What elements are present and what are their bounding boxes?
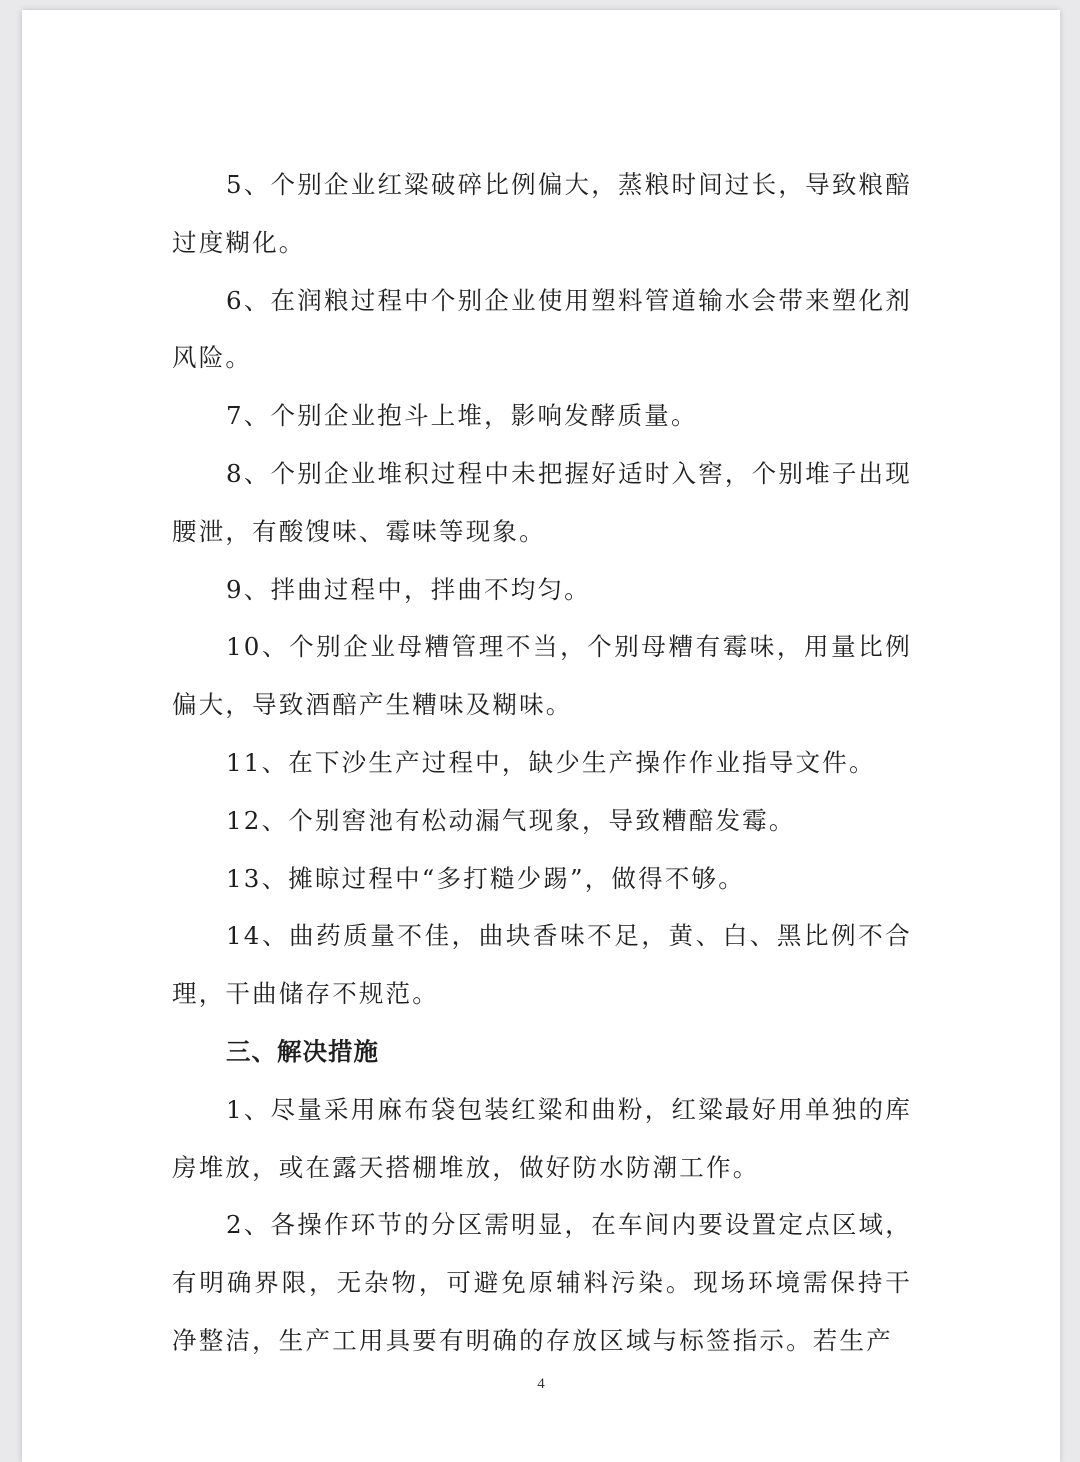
problem-item-6: 6、在润粮过程中个别企业使用塑料管道输水会带来塑化剂风险。 xyxy=(172,285,912,373)
problem-item-12: 12、个别窖池有松动漏气现象，导致糟醅发霉。 xyxy=(226,805,796,835)
document-body xyxy=(172,156,912,1370)
problem-item-5: 5、个别企业红粱破碎比例偏大，蒸粮时间过长，导致粮醅过度糊化。 xyxy=(172,170,912,257)
problem-item-14: 14、曲药质量不佳，曲块香味不足，黄、白、黑比例不合理，干曲储存不规范。 xyxy=(172,921,912,1009)
problem-item-13: 13、摊晾过程中“多打糙少踢”，做得不够。 xyxy=(226,863,745,893)
page-number: 4 xyxy=(537,1376,545,1392)
problem-item-9: 9、拌曲过程中，拌曲不均匀。 xyxy=(226,574,591,604)
section-heading: 三、解决措施 xyxy=(226,1036,379,1066)
measure-item-2: 2、各操作环节的分区需明显，在车间内要设置定点区域，有明确界限，无杂物，可避免原辅料污染。现场环境需保持干净整洁，生产工用具要有明确的存放区域与标签指示。若生产 xyxy=(172,1210,912,1355)
document-page xyxy=(22,10,1060,1462)
problem-item-8: 8、个别企业堆积过程中未把握好适时入窖，个别堆子出现腰泄，有酸馊味、霉味等现象。 xyxy=(172,458,912,546)
problem-item-10: 10、个别企业母糟管理不当，个别母糟有霉味，用量比例偏大，导致酒醅产生糟味及糊味。 xyxy=(172,632,912,720)
measure-item-1: 1、尽量采用麻布袋包装红粱和曲粉，红粱最好用单独的库房堆放，或在露天搭棚堆放，做好防水防潮工作。 xyxy=(172,1094,912,1182)
problem-item-7: 7、个别企业抱斗上堆，影响发酵质量。 xyxy=(226,401,698,431)
problem-item-11: 11、在下沙生产过程中，缺少生产操作作业指导文件。 xyxy=(226,747,876,777)
